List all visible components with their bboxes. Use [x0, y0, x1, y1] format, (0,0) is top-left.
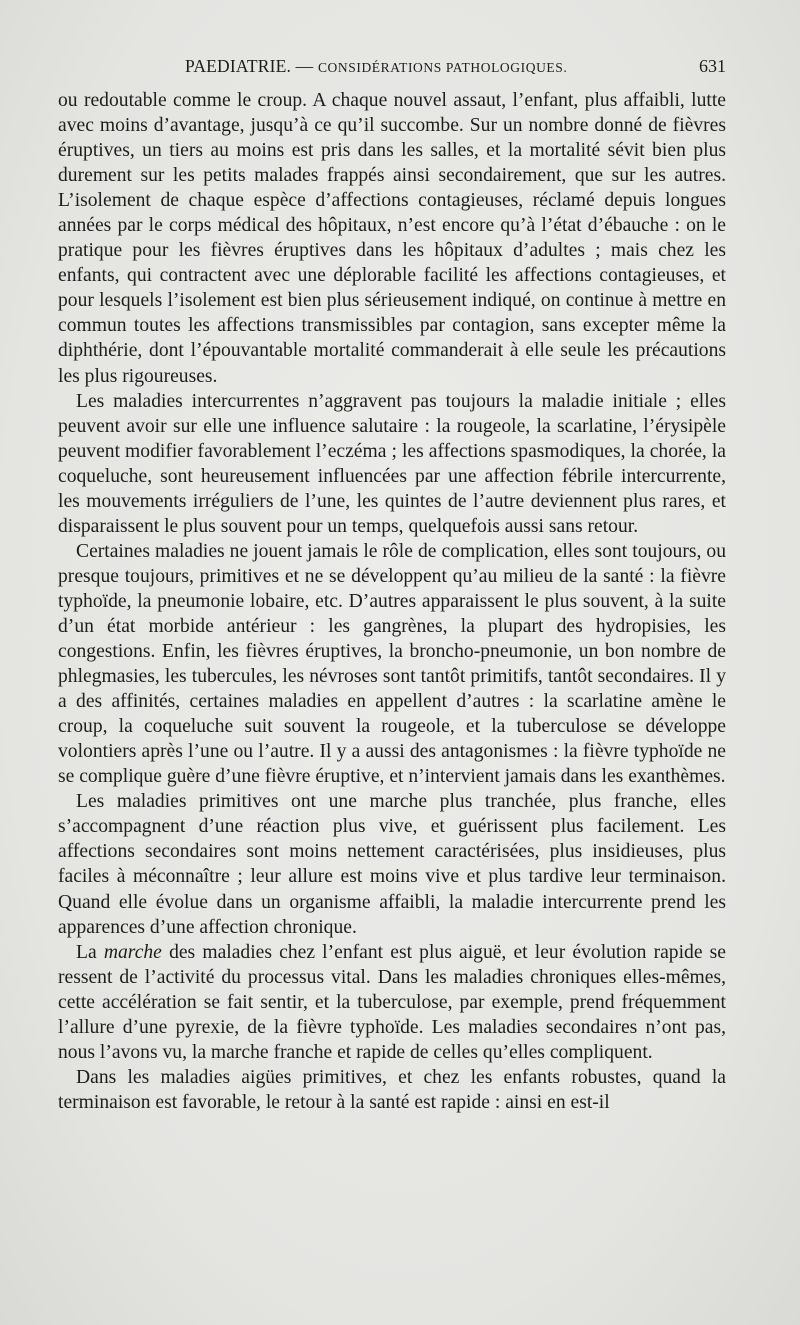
- paragraph-1: ou redoutable comme le croup. A chaque nouvel assaut, l’enfant, plus affaibli, lutte avec moins d’avantage, jusqu’à ce qu’il succombe. Sur un nombre donné de fièvres éruptives, un tiers au moins est pris dans les salles, et la mortalité sévit bien plus durement sur les petits malades frappés ainsi secondairement, que sur les autres. L’isolement de chaque espèce d’affections contagieuses, réclamé depuis longues années par le corps médical des hôpitaux, n’est encore qu’à l’état d’ébauche : on le pratique pour les fièvres éruptives dans les hôpitaux d’adultes ; mais chez les enfants, qui contractent avec une déplorable facilité les affections contagieuses, et pour lesquels l’isolement est bien plus sérieusement indiqué, on continue à mettre en commun toutes les affections transmissibles par contagion, sans excepter même la diphthérie, dont l’épouvantable mortalité commanderait à elle seule les précautions les plus rigoureuses.: [58, 90, 726, 387]
- paragraph-2: Les maladies intercurrentes n’aggravent pas toujours la maladie initiale ; elles peuvent avoir sur elle une influence salutaire : la rougeole, la scarlatine, l’érysipèle peuvent modifier favorablement l’eczéma ; les affections spasmodiques, la chorée, la coqueluche, sont heureusement influencées par une affection fébrile intercurrente, les mouvements irréguliers de l’une, les quintes de l’autre deviennent plus rares, et disparaissent le plus souvent pour un temps, quelquefois aussi sans retour.: [58, 390, 726, 537]
- running-title-subtitle: CONSIDÉRATIONS PATHOLOGIQUES.: [317, 60, 568, 75]
- paragraph-5-emphasis: marche: [103, 941, 162, 963]
- paragraph-6: Dans les maladies aigües primitives, et chez les enfants robustes, quand la terminaison est favorable, le retour à la santé est rapide : ainsi en est-il: [58, 1066, 726, 1113]
- paragraph-5-lead: La: [76, 941, 97, 963]
- running-header: [58, 53, 726, 83]
- paragraph-5: [58, 940, 726, 1065]
- paragraph-4: Les maladies primitives ont une marche plus tranchée, plus franche, elles s’accompagnent d’une réaction plus vive, et guérissent plus facilement. Les affections secondaires sont moins nettement caractérisées, plus insidieuses, plus faciles à méconnaître ; leur allure est moins vive et plus tardive leur terminaison. Quand elle évolue dans un organisme affaibli, la maladie intercurrente prend les apparences d’une affection chronique.: [58, 791, 726, 938]
- body-text: [58, 88, 726, 1115]
- running-title: [185, 56, 567, 77]
- paragraph-3: Certaines maladies ne jouent jamais le rôle de complication, elles sont toujours, ou presque toujours, primitives et ne se développent qu’au milieu de la santé : la fièvre typhoïde, la pneumonie lobaire, etc. D’autres apparaissent le plus souvent, à la suite d’un état morbide antérieur : les gangrènes, la plupart des hydropisies, les congestions. Enfin, les fièvres éruptives, la broncho-pneumonie, un bon nombre de phlegmasies, les tubercules, les névroses sont tantôt primitifs, tantôt secondaires. Il y a des affinités, certaines maladies en appellent d’autres : la scarlatine amène le croup, la coqueluche suit souvent la rougeole, et la tuberculose se développe volontiers après l’une ou l’autre. Il y a aussi des antagonismes : la fièvre typhoïde ne se complique guère d’une fièvre éruptive, et n’intervient jamais dans les exanthèmes.: [58, 540, 726, 788]
- page-number: 631: [699, 56, 726, 76]
- running-title-main: PAEDIATRIE.: [185, 56, 292, 76]
- paragraph-5-text: des maladies chez l’enfant est plus aiguë, et leur évolution rapide se ressent de l’activité du processus vital. Dans les maladies chroniques elles-mêmes, cette accélération se fait sentir, et la tuberculose, par exemple, prend fréquemment l’allure d’une pyrexie, de la fièvre typhoïde. Les maladies secondaires n’ont pas, nous l’avons vu, la marche franche et rapide de celles qu’elles compliquent.: [58, 941, 727, 1063]
- running-title-dash: —: [295, 56, 314, 76]
